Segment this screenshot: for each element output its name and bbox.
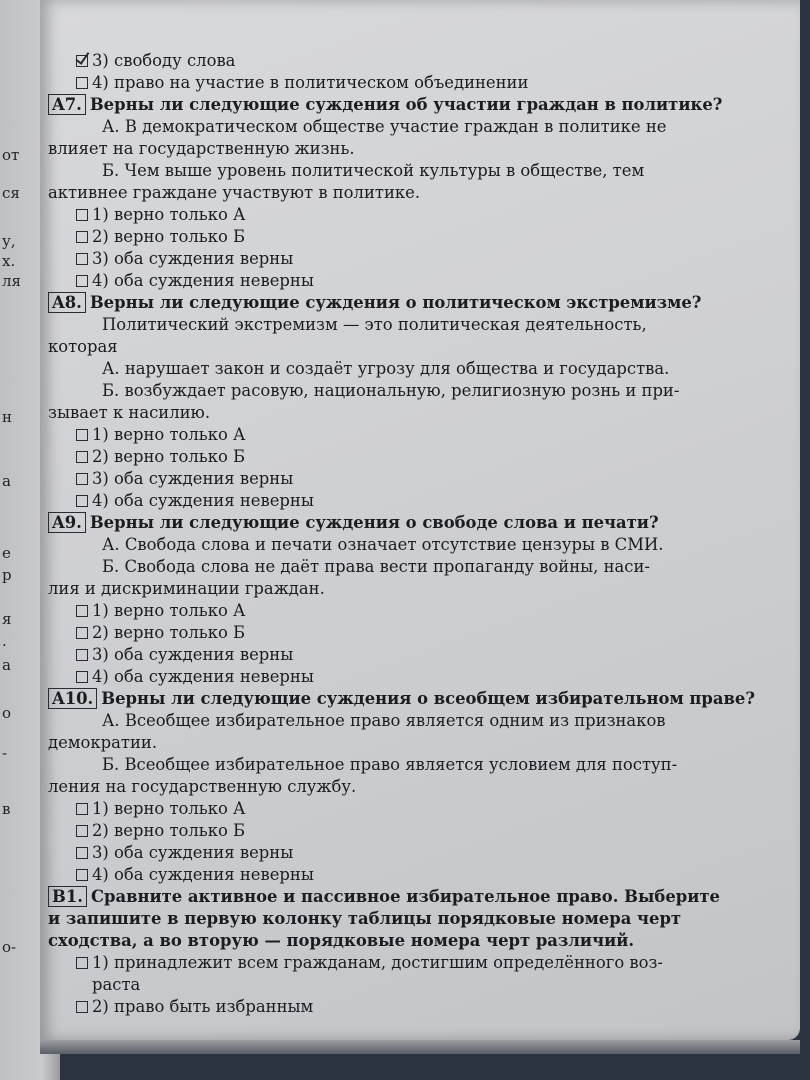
- question-text-line: сходства, а во вторую — порядковые номера черт различий.: [48, 931, 635, 950]
- margin-fragment: о-: [2, 938, 17, 956]
- margin-fragment: е: [2, 544, 11, 562]
- margin-fragment: я: [2, 610, 12, 628]
- answer-option[interactable]: 4) оба суждения неверны: [48, 864, 768, 886]
- answer-option[interactable]: 3) свободу слова: [48, 50, 768, 72]
- answer-option[interactable]: 1) принадлежит всем гражданам, достигшим определённого воз-: [48, 952, 768, 974]
- statement-line: зывает к насилию.: [48, 403, 211, 422]
- answer-option[interactable]: 3) оба суждения верны: [48, 842, 768, 864]
- statement-line: раста: [92, 975, 141, 994]
- margin-fragment: ся: [2, 184, 20, 202]
- statement-line: А. Всеобщее избирательное право является одним из признаков: [102, 711, 666, 730]
- checkbox-icon[interactable]: [76, 275, 88, 287]
- margin-fragment: х.: [2, 252, 16, 270]
- checkbox-icon[interactable]: [76, 803, 88, 815]
- statement-line: лия и дискриминации граждан.: [48, 579, 325, 598]
- answer-option[interactable]: 4) оба суждения неверны: [48, 270, 768, 292]
- margin-fragment: .: [2, 632, 7, 650]
- statement-line: Политический экстремизм — это политическая деятельность,: [102, 315, 647, 334]
- statement-line: активнее граждане участвуют в политике.: [48, 183, 421, 202]
- margin-fragment: в: [2, 800, 11, 818]
- margin-fragment: а: [2, 472, 11, 490]
- margin-fragment: а: [2, 656, 11, 674]
- answer-option[interactable]: 1) верно только А: [48, 424, 768, 446]
- answer-option[interactable]: 1) верно только А: [48, 798, 768, 820]
- answer-option[interactable]: 4) право на участие в политическом объединении: [48, 72, 768, 94]
- question-text-line: и запишите в первую колонку таблицы порядковые номера черт: [48, 909, 682, 928]
- question-number: A9.: [48, 512, 86, 533]
- checkbox-icon[interactable]: [76, 77, 88, 89]
- statement-line: Б. Свобода слова не даёт права вести пропаганду войны, наси-: [102, 557, 650, 576]
- statement-line: ления на государственную службу.: [48, 777, 357, 796]
- answer-option[interactable]: 4) оба суждения неверны: [48, 666, 768, 688]
- margin-fragment: н: [2, 408, 12, 426]
- checkbox-icon[interactable]: [76, 253, 88, 265]
- checkbox-icon[interactable]: [76, 429, 88, 441]
- page-bottom-edge: [40, 1040, 800, 1054]
- checkbox-icon[interactable]: [76, 495, 88, 507]
- checkbox-icon[interactable]: [76, 869, 88, 881]
- margin-fragment: р: [2, 566, 12, 584]
- question-number: A8.: [48, 292, 86, 313]
- margin-fragment: ля: [2, 272, 21, 290]
- statement-line: А. В демократическом обществе участие граждан в политике не: [102, 117, 667, 136]
- statement-line: демократии.: [48, 733, 158, 752]
- answer-option[interactable]: 3) оба суждения верны: [48, 248, 768, 270]
- checkbox-icon[interactable]: [76, 649, 88, 661]
- statement-line: влияет на государственную жизнь.: [48, 139, 355, 158]
- checkbox-icon[interactable]: [76, 209, 88, 221]
- statement-line: которая: [48, 337, 118, 356]
- checkbox-icon[interactable]: [76, 825, 88, 837]
- question-a9: A9. Верны ли следующие суждения о свободе слова и печати?: [48, 512, 768, 534]
- answer-option[interactable]: 2) верно только Б: [48, 622, 768, 644]
- checkbox-icon[interactable]: [76, 231, 88, 243]
- answer-option[interactable]: 1) верно только А: [48, 204, 768, 226]
- answer-option[interactable]: 4) оба суждения неверны: [48, 490, 768, 512]
- question-number: B1.: [48, 886, 87, 907]
- statement-line: Б. Чем выше уровень политической культуры в обществе, тем: [102, 161, 645, 180]
- answer-option[interactable]: 3) оба суждения верны: [48, 644, 768, 666]
- answer-option[interactable]: 1) верно только А: [48, 600, 768, 622]
- checkbox-icon[interactable]: [76, 451, 88, 463]
- worksheet-content: [48, 50, 768, 1018]
- checked-checkbox-icon[interactable]: [76, 55, 88, 67]
- statement-line: Б. возбуждает расовую, национальную, религиозную рознь и при-: [102, 381, 680, 400]
- statement-line: А. Свобода слова и печати означает отсутствие цензуры в СМИ.: [102, 535, 664, 554]
- margin-fragment: от: [2, 146, 20, 164]
- question-a8: A8. Верны ли следующие суждения о политическом экстремизме?: [48, 292, 768, 314]
- answer-option[interactable]: 2) верно только Б: [48, 226, 768, 248]
- answer-option[interactable]: 2) право быть избранным: [48, 996, 768, 1018]
- question-b1: B1. Сравните активное и пассивное избирательное право. Выберите: [48, 886, 768, 908]
- answer-option[interactable]: 2) верно только Б: [48, 820, 768, 842]
- question-number: A7.: [48, 94, 86, 115]
- margin-fragment: о: [2, 704, 12, 722]
- answer-option[interactable]: 2) верно только Б: [48, 446, 768, 468]
- question-number: A10.: [48, 688, 97, 709]
- statement-line: А. нарушает закон и создаёт угрозу для общества и государства.: [102, 359, 670, 378]
- checkbox-icon[interactable]: [76, 605, 88, 617]
- checkbox-icon[interactable]: [76, 847, 88, 859]
- statement-line: Б. Всеобщее избирательное право является условием для поступ-: [102, 755, 678, 774]
- margin-fragment: у,: [2, 232, 16, 250]
- checkbox-icon[interactable]: [76, 957, 88, 969]
- checkbox-icon[interactable]: [76, 627, 88, 639]
- question-a7: A7. Верны ли следующие суждения об участии граждан в политике?: [48, 94, 768, 116]
- checkbox-icon[interactable]: [76, 473, 88, 485]
- question-a10: A10. Верны ли следующие суждения о всеобщем избирательном праве?: [48, 688, 768, 710]
- checkbox-icon[interactable]: [76, 1001, 88, 1013]
- margin-fragment: -: [2, 744, 8, 762]
- answer-option[interactable]: 3) оба суждения верны: [48, 468, 768, 490]
- checkbox-icon[interactable]: [76, 671, 88, 683]
